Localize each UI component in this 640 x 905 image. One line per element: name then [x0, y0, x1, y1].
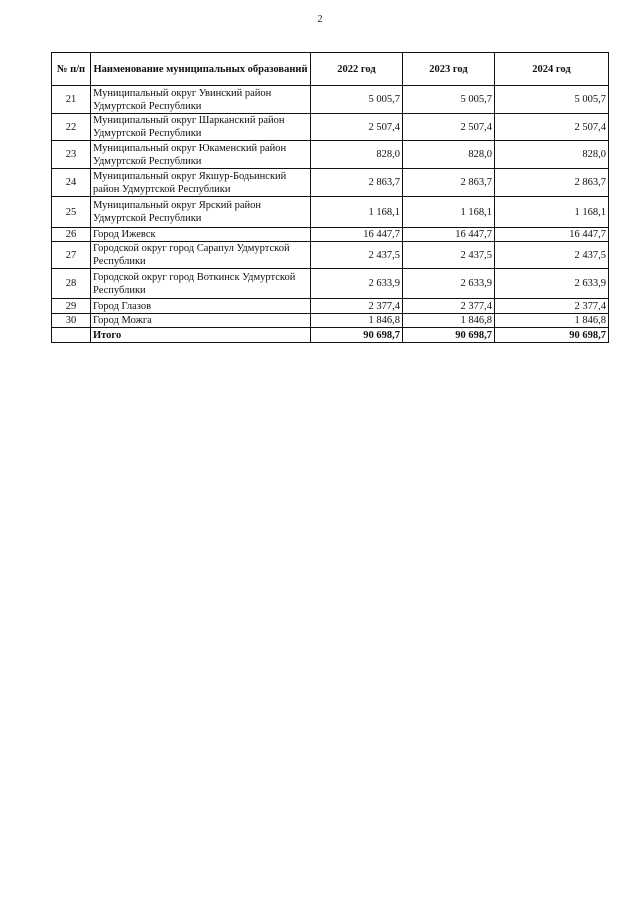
municipality-name-cell: Муниципальный округ Ярский район Удмуртской Республики [91, 197, 311, 228]
municipality-name-cell: Муниципальный округ Увинский район Удмуртской Республики [91, 86, 311, 114]
value-2022-cell: 1 846,8 [311, 314, 403, 328]
table-row [52, 169, 609, 197]
value-2024-cell: 16 447,7 [495, 228, 609, 242]
municipality-name-cell: Город Ижевск [91, 228, 311, 242]
value-2022-cell: 2 437,5 [311, 242, 403, 269]
value-2022-cell: 2 633,9 [311, 269, 403, 299]
header-year-2023: 2023 год [403, 53, 495, 86]
value-2024-cell: 1 846,8 [495, 314, 609, 328]
total-2024-cell: 90 698,7 [495, 328, 609, 343]
municipality-name-cell: Городской округ город Сарапул Удмуртской Республики [91, 242, 311, 269]
row-number-cell: 28 [52, 269, 91, 299]
row-number-cell: 30 [52, 314, 91, 328]
value-2023-cell: 828,0 [403, 141, 495, 169]
value-2024-cell: 828,0 [495, 141, 609, 169]
value-2022-cell: 5 005,7 [311, 86, 403, 114]
row-number-cell: 27 [52, 242, 91, 269]
municipality-name-cell: Город Глазов [91, 299, 311, 314]
header-year-2022: 2022 год [311, 53, 403, 86]
value-2023-cell: 2 863,7 [403, 169, 495, 197]
value-2024-cell: 2 437,5 [495, 242, 609, 269]
municipality-name-cell: Муниципальный округ Шарканский район Удмуртской Республики [91, 114, 311, 141]
total-2023-cell: 90 698,7 [403, 328, 495, 343]
table-total-row [52, 328, 609, 343]
row-number-cell: 21 [52, 86, 91, 114]
value-2023-cell: 2 507,4 [403, 114, 495, 141]
row-number-cell: 26 [52, 228, 91, 242]
table-row [52, 141, 609, 169]
value-2024-cell: 1 168,1 [495, 197, 609, 228]
municipal-funding-table [51, 52, 609, 343]
header-row-number: № п/п [52, 53, 91, 86]
municipality-name-cell: Муниципальный округ Юкаменский район Удмуртской Республики [91, 141, 311, 169]
table-row [52, 228, 609, 242]
value-2023-cell: 2 377,4 [403, 299, 495, 314]
value-2024-cell: 5 005,7 [495, 86, 609, 114]
row-number-cell: 29 [52, 299, 91, 314]
value-2022-cell: 2 863,7 [311, 169, 403, 197]
total-empty-cell [52, 328, 91, 343]
table-row [52, 114, 609, 141]
table-header-row [52, 53, 609, 86]
municipality-name-cell: Город Можга [91, 314, 311, 328]
page-number: 2 [317, 14, 323, 25]
header-municipality-name: Наименование муниципальных образований [91, 53, 311, 86]
value-2024-cell: 2 633,9 [495, 269, 609, 299]
value-2023-cell: 2 633,9 [403, 269, 495, 299]
value-2022-cell: 1 168,1 [311, 197, 403, 228]
value-2022-cell: 16 447,7 [311, 228, 403, 242]
table-row [52, 242, 609, 269]
header-year-2024: 2024 год [495, 53, 609, 86]
table-row [52, 197, 609, 228]
value-2024-cell: 2 377,4 [495, 299, 609, 314]
table-row [52, 299, 609, 314]
table-row [52, 269, 609, 299]
value-2023-cell: 16 447,7 [403, 228, 495, 242]
value-2022-cell: 828,0 [311, 141, 403, 169]
value-2023-cell: 2 437,5 [403, 242, 495, 269]
value-2022-cell: 2 507,4 [311, 114, 403, 141]
value-2023-cell: 1 168,1 [403, 197, 495, 228]
value-2024-cell: 2 507,4 [495, 114, 609, 141]
row-number-cell: 22 [52, 114, 91, 141]
table-row [52, 314, 609, 328]
row-number-cell: 24 [52, 169, 91, 197]
value-2023-cell: 1 846,8 [403, 314, 495, 328]
municipality-name-cell: Городской округ город Воткинск Удмуртской Республики [91, 269, 311, 299]
value-2023-cell: 5 005,7 [403, 86, 495, 114]
table-row [52, 86, 609, 114]
total-2022-cell: 90 698,7 [311, 328, 403, 343]
value-2024-cell: 2 863,7 [495, 169, 609, 197]
municipality-name-cell: Муниципальный округ Якшур-Бодьинский район Удмуртской Республики [91, 169, 311, 197]
total-label-cell: Итого [91, 328, 311, 343]
row-number-cell: 23 [52, 141, 91, 169]
row-number-cell: 25 [52, 197, 91, 228]
value-2022-cell: 2 377,4 [311, 299, 403, 314]
